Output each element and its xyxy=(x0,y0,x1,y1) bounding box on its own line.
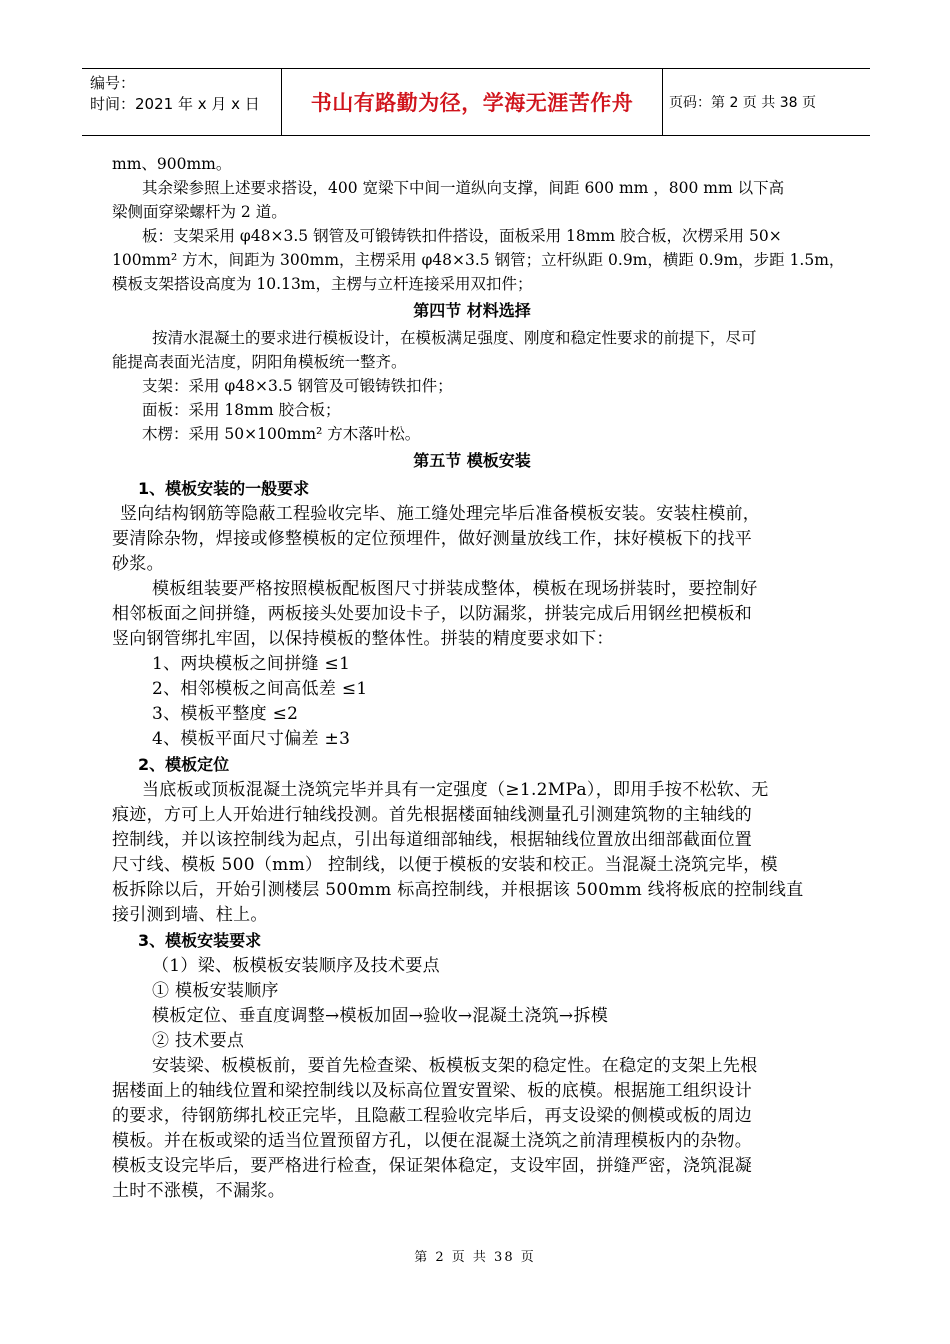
document-body xyxy=(112,152,845,1204)
text-line: 面板：采用 18mm 胶合板； xyxy=(142,401,341,419)
text-line: mm、900mm。 xyxy=(112,155,232,173)
section-heading: 第四节 材料选择 xyxy=(413,301,531,320)
section-heading: 第五节 模板安装 xyxy=(413,451,531,470)
text-line: 板：支架采用 φ48×3.5 钢管及可锻铸铁扣件搭设，面板采用 18mm 胶合板，次楞采用 50× xyxy=(142,227,782,245)
text-line: 梁侧面穿梁螺杆为 2 道。 xyxy=(112,203,287,221)
header-meta xyxy=(90,73,285,115)
subsection-heading: 1、模板安装的一般要求 xyxy=(138,479,310,498)
requirement-item: 2、相邻模板之间高低差 ≤1 xyxy=(152,679,368,699)
header-page-info: 页码：第 2 页 共 38 页 xyxy=(669,95,816,111)
text-line: 支架：采用 φ48×3.5 钢管及可锻铸铁扣件； xyxy=(142,377,453,395)
text-line: 木楞：采用 50×100mm² 方木落叶松。 xyxy=(142,425,421,443)
text-line: 按清水混凝土的要求进行模板设计，在模板满足强度、刚度和稳定性要求的前提下，尽可 xyxy=(152,329,757,347)
text-line: 竖向钢管绑扎牢固，以保持模板的整体性。拼装的精度要求如下： xyxy=(112,629,614,649)
text-line: 其余梁参照上述要求搭设，400 宽梁下中间一道纵向支撑，间距 600 mm ，800 mm 以下高 xyxy=(142,179,785,197)
number-label: 编号： xyxy=(90,74,136,92)
requirement-item: 1、两块模板之间拼缝 ≤1 xyxy=(152,654,351,674)
subsection-heading: 2、模板定位 xyxy=(138,755,230,774)
text-line: 模板组装要严格按照模板配板图尺寸拼装成整体，模板在现场拼装时，要控制好 xyxy=(152,579,758,599)
text-line: 土时不涨模，不漏浆。 xyxy=(112,1181,285,1201)
text-line: 相邻板面之间拼缝，两板接头处要加设卡子，以防漏浆，拼装完成后用钢丝把模板和 xyxy=(112,604,753,624)
requirement-item: 3、模板平整度 ≤2 xyxy=(152,704,299,724)
text-line: 安装梁、板模板前，要首先检查梁、板模板支架的稳定性。在稳定的支架上先根 xyxy=(152,1056,758,1076)
text-line: 据楼面上的轴线位置和梁控制线以及标高位置安置梁、板的底模。根据施工组织设计 xyxy=(112,1081,753,1101)
text-line: 的要求，待钢筋绑扎校正完毕，且隐蔽工程验收完毕后，再支设梁的侧模或板的周边 xyxy=(112,1106,753,1126)
text-line: 控制线，并以该控制线为起点，引出每道细部轴线，根据轴线位置放出细部截面位置 xyxy=(112,830,753,850)
text-line: 当底板或顶板混凝土浇筑完毕并具有一定强度（≥1.2MPa），即用手按不松软、无 xyxy=(142,780,769,800)
text-line: 模板定位、垂直度调整→模板加固→验收→混凝土浇筑→拆模 xyxy=(152,1006,609,1026)
text-line: 要清除杂物，焊接或修整模板的定位预埋件，做好测量放线工作，抹好模板下的找平 xyxy=(112,529,753,549)
text-line: 模板支设完毕后，要严格进行检查，保证架体稳定，支设牢固，拼缝严密，浇筑混凝 xyxy=(112,1156,753,1176)
header-motto: 书山有路勤为径，学海无涯苦作舟 xyxy=(281,69,663,135)
text-line: ① 模板安装顺序 xyxy=(152,981,279,1001)
text-line: ② 技术要点 xyxy=(152,1031,245,1051)
text-line: 模板。并在板或梁的适当位置预留方孔，以便在混凝土浇筑之前清理模板内的杂物。 xyxy=(112,1131,753,1151)
text-line: （1）梁、板模板安装顺序及技术要点 xyxy=(152,956,440,976)
text-line: 尺寸线、模板 500（mm） 控制线，以便于模板的安装和校正。当混凝土浇筑完毕，模 xyxy=(112,855,778,875)
text-line: 能提高表面光洁度，阴阳角模板统一整齐。 xyxy=(112,353,407,371)
subsection-heading: 3、模板安装要求 xyxy=(138,931,262,950)
requirement-item: 4、模板平面尺寸偏差 ±3 xyxy=(152,729,351,749)
text-line: 痕迹，方可上人开始进行轴线投测。首先根据楼面轴线测量孔引测建筑物的主轴线的 xyxy=(112,805,753,825)
text-line: 竖向结构钢筋等隐蔽工程验收完毕、施工缝处理完毕后准备模板安装。安装柱模前， xyxy=(120,504,761,524)
text-line: 模板支架搭设高度为 10.13m，主楞与立杆连接采用双扣件； xyxy=(112,275,533,293)
time-label: 时间：2021 年 x 月 x 日 xyxy=(90,95,260,113)
text-line: 接引测到墙、柱上。 xyxy=(112,905,268,925)
text-line: 砂浆。 xyxy=(112,554,164,574)
text-line: 100mm² 方木，间距为 300mm，主楞采用 φ48×3.5 钢管；立杆纵距 0.9m，横距 0.9m，步距 1.5m， xyxy=(112,251,845,269)
text-line: 板拆除以后，开始引测楼层 500mm 标高控制线，并根据该 500mm 线将板底的控制线直 xyxy=(112,880,804,900)
page-header xyxy=(82,68,870,136)
page-footer: 第 2 页 共 38 页 xyxy=(414,1250,536,1265)
